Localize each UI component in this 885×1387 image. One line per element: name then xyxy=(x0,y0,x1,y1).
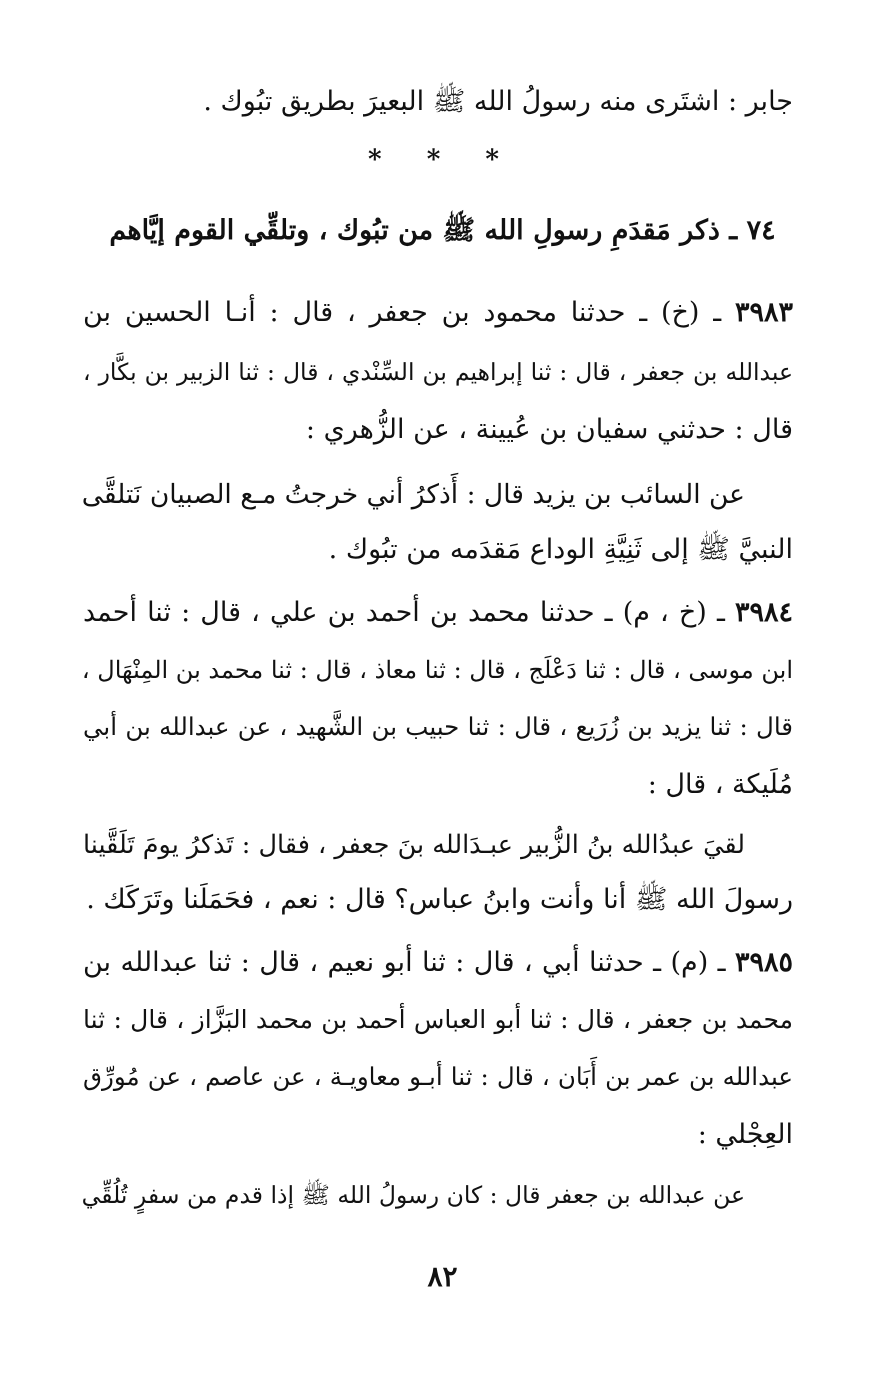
hadith-text: ـ (خ) ـ حدثنا محمود بن جعفر ، قال : أنـا الحسين بن xyxy=(83,297,722,328)
hadith-number: ٣٩٨٥ xyxy=(735,947,794,978)
hadith-3985-line-2: محمد بن جعفر ، قال : ثنا أبو العباس أحمد بن محمد البَزَّاز ، قال : ثنا xyxy=(83,1005,793,1034)
hadith-3985-line-3: عبدالله بن عمر بن أَبَان ، قال : ثنا أبـو معاويـة ، عن عاصم ، عن مُورِّق xyxy=(83,1062,793,1091)
hadith-3983-line-3: قال : حدثني سفيان بن عُيينة ، عن الزُّهري : xyxy=(305,414,793,445)
section-separator: * * * xyxy=(368,145,517,175)
chapter-heading: ٧٤ ـ ذكر مَقدَمِ رسولِ الله ﷺ من تبُوك ، وتلقِّي القوم إيَّاهم xyxy=(109,215,776,246)
hadith-3983-line-2: عبدالله بن جعفر ، قال : ثنا إبراهيم بن السِّنْدي ، قال : ثنا الزبير بن بكَّار ، xyxy=(83,358,793,386)
hadith-3984-line-1 xyxy=(83,593,793,633)
hadith-3984-line-3: قال : ثنا يزيد بن زُرَيع ، قال : ثنا حبيب بن الشَّهيد ، عن عبدالله بن أبي xyxy=(83,712,793,741)
page-number: ٨٢ xyxy=(427,1260,458,1293)
hadith-3985-matn-1: عن عبدالله بن جعفر قال : كان رسولُ الله ﷺ إذا قدم من سفرٍ تُلُقِّي xyxy=(81,1181,745,1209)
hadith-number: ٣٩٨٤ xyxy=(734,597,793,628)
hadith-3983-matn-1: عن السائب بن يزيد قال : أَذكرُ أني خرجتُ مـع الصبيان نَتلقَّى xyxy=(81,479,745,510)
hadith-3984-matn-2: رسولَ الله ﷺ أنا وأنت وابنُ عباس؟ قال : نعم ، فحَمَلَنا وتَرَكَك . xyxy=(86,884,793,915)
hadith-number: ٣٩٨٣ xyxy=(734,297,793,328)
hadith-3984-line-4: مُلَيكة ، قال : xyxy=(647,769,793,800)
hadith-3985-line-1 xyxy=(83,943,793,983)
opening-line: جابر : اشتَرى منه رسولُ الله ﷺ البعيرَ بطريق تبُوك . xyxy=(203,86,793,117)
hadith-text: ـ (خ ، م) ـ حدثنا محمد بن أحمد بن علي ، قال : ثنا أحمد xyxy=(83,597,725,628)
hadith-3984-line-2: ابن موسى ، قال : ثنا دَعْلَج ، قال : ثنا معاذ ، قال : ثنا محمد بن المِنْهَال ، xyxy=(81,656,793,684)
hadith-text: ـ (م) ـ حدثنا أبي ، قال : ثنا أبو نعيم ، قال : ثنا عبدالله بن xyxy=(83,947,726,978)
hadith-3984-matn-1: لقيَ عبدُالله بنُ الزُّبير عبـدَالله بنَ جعفر ، فقال : تَذكرُ يومَ تَلَقَّينا xyxy=(83,830,745,860)
hadith-3985-line-4: العِجْلي : xyxy=(697,1119,793,1150)
hadith-3983-line-1 xyxy=(83,293,793,333)
hadith-3983-matn-2: النبيَّ ﷺ إلى ثَنِيَّةِ الوداع مَقدَمه من تبُوك . xyxy=(328,534,793,565)
